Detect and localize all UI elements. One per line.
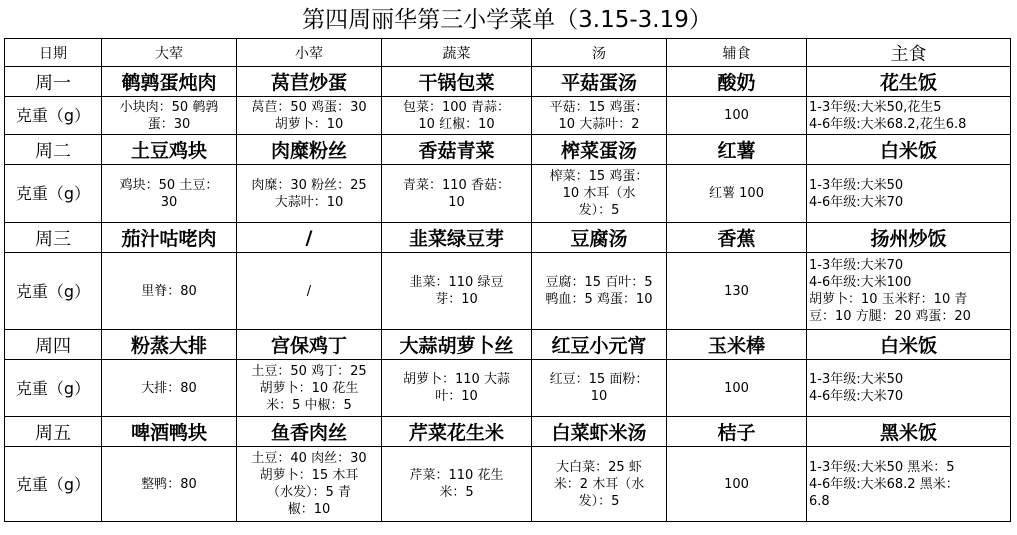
ingredient-line: /: [306, 283, 312, 299]
dish-vegetable: 韭菜绿豆芽: [382, 223, 532, 253]
dish-side-meat: /: [237, 223, 382, 253]
ingredient-line: 10: [448, 194, 465, 210]
ingredient-line: 1-3年级:大米50 黑米：5: [809, 459, 955, 475]
ingredient-line: 米：2 木耳（水: [553, 476, 645, 492]
ingredient-line: 胡萝卜：10 玉米籽：10 青: [809, 292, 968, 307]
ingredient-line: 发）：5: [578, 493, 620, 509]
day-label: 周四: [5, 330, 102, 360]
detail-vegetable: [382, 97, 532, 135]
dish-side-meat: 莴苣炒蛋: [237, 67, 382, 97]
detail-vegetable: [382, 253, 532, 330]
dish-snack: 红薯: [667, 135, 807, 165]
detail-row: [5, 253, 1011, 330]
dish-soup: 豆腐汤: [532, 223, 667, 253]
ingredient-line: 4-6年级:大米68.2 黑米：: [809, 476, 959, 492]
ingredient-line: 胡萝卜：10 花生: [259, 380, 359, 396]
ingredient-line: 土豆：50 鸡丁：25: [251, 363, 367, 379]
ingredient-line: 1-3年级:大米50: [809, 372, 904, 387]
detail-soup: [532, 253, 667, 330]
dish-main-meat: 粉蒸大排: [102, 330, 237, 360]
ingredient-line: 100: [724, 476, 749, 492]
day-label: 周三: [5, 223, 102, 253]
ingredient-line: 4-6年级:大米100: [809, 275, 912, 290]
weight-label: 克重（g）: [5, 97, 102, 135]
ingredient-line: 芽：10: [435, 292, 478, 307]
ingredient-line: 米：5 中椒：5: [266, 397, 352, 413]
weight-label: 克重（g）: [5, 165, 102, 223]
detail-row: [5, 97, 1011, 135]
ingredient-line: 韭菜：110 绿豆: [409, 275, 504, 290]
ingredient-line: 4-6年级:大米70: [809, 194, 904, 210]
ingredient-line: 大排：80: [141, 380, 197, 396]
day-label: 周一: [5, 67, 102, 97]
day-label: 周五: [5, 417, 102, 447]
ingredient-line: 里脊：80: [141, 283, 197, 299]
detail-snack: [667, 360, 807, 417]
ingredient-line: 米：5: [439, 485, 474, 500]
ingredient-line: 红豆：15 面粉：: [549, 372, 649, 387]
page-title: 第四周丽华第三小学菜单（3.15-3.19）: [302, 7, 712, 33]
dish-snack: 香蕉: [667, 223, 807, 253]
detail-soup: [532, 165, 667, 223]
dish-snack: 桔子: [667, 417, 807, 447]
header-staple: 主食: [807, 39, 1011, 67]
dish-soup: 红豆小元宵: [532, 330, 667, 360]
dish-side-meat: 鱼香肉丝: [237, 417, 382, 447]
dish-soup: 榨菜蛋汤: [532, 135, 667, 165]
ingredient-line: 100: [724, 108, 749, 123]
ingredient-line: 大蒜叶：10: [274, 194, 344, 210]
dish-main-meat: 啤酒鸭块: [102, 417, 237, 447]
dish-side-meat: 宫保鸡丁: [237, 330, 382, 360]
detail-snack: [667, 253, 807, 330]
detail-side-meat: [237, 360, 382, 417]
ingredient-line: 红薯 100: [709, 186, 764, 201]
ingredient-line: 10: [590, 389, 608, 404]
header-snack: 辅食: [667, 39, 807, 67]
detail-staple: [807, 253, 1011, 330]
dish-vegetable: 芹菜花生米: [382, 417, 532, 447]
detail-snack: [667, 447, 807, 522]
day-row: [5, 223, 1011, 253]
dish-vegetable: 干锅包菜: [382, 67, 532, 97]
dish-staple: 白米饭: [807, 135, 1011, 165]
header-main-meat: 大荤: [102, 39, 237, 67]
ingredient-line: 10 大蒜叶：2: [558, 116, 640, 132]
dish-main-meat: 土豆鸡块: [102, 135, 237, 165]
day-row: [5, 417, 1011, 447]
detail-soup: [532, 447, 667, 522]
dish-snack: 酸奶: [667, 67, 807, 97]
ingredient-line: 青菜：110 香菇：: [403, 177, 510, 193]
ingredient-line: 土豆：40 肉丝：30: [251, 451, 367, 466]
ingredient-line: 1-3年级:大米70: [809, 258, 904, 273]
ingredient-line: 胡萝卜：10: [274, 116, 344, 132]
ingredient-line: 胡萝卜：15 木耳: [259, 468, 359, 483]
ingredient-line: 鸡块：50 土豆：: [119, 177, 219, 193]
ingredient-line: （水发）：5 青: [267, 485, 351, 500]
detail-main-meat: [102, 165, 237, 223]
dish-soup: 白菜虾米汤: [532, 417, 667, 447]
day-row: [5, 135, 1011, 165]
dish-soup: 平菇蛋汤: [532, 67, 667, 97]
header-soup: 汤: [532, 39, 667, 67]
detail-side-meat: [237, 253, 382, 330]
detail-main-meat: [102, 97, 237, 135]
day-row: [5, 330, 1011, 360]
dish-staple: 扬州炒饭: [807, 223, 1011, 253]
ingredient-line: 包菜：100 青蒜：: [403, 99, 510, 115]
ingredient-line: 芹菜：110 花生: [409, 468, 504, 483]
detail-staple: [807, 165, 1011, 223]
dish-snack: 玉米棒: [667, 330, 807, 360]
dish-vegetable: 香菇青菜: [382, 135, 532, 165]
detail-row: [5, 360, 1011, 417]
detail-staple: [807, 360, 1011, 417]
ingredient-line: 榨菜：15 鸡蛋：: [549, 169, 649, 184]
header-row: [5, 39, 1011, 67]
ingredient-line: 豆：10 方腿：20 鸡蛋：20: [809, 309, 971, 324]
header-side-meat: 小荤: [237, 39, 382, 67]
ingredient-line: 鸭血：5 鸡蛋：10: [545, 292, 653, 307]
detail-soup: [532, 360, 667, 417]
detail-staple: [807, 97, 1011, 135]
ingredient-line: 豆腐：15 百叶：5: [545, 275, 653, 290]
detail-main-meat: [102, 360, 237, 417]
ingredient-line: 30: [160, 194, 178, 210]
detail-main-meat: [102, 447, 237, 522]
ingredient-line: 小块肉：50 鹌鹑: [119, 99, 219, 115]
detail-soup: [532, 97, 667, 135]
ingredient-line: 100: [724, 380, 749, 396]
header-vegetable: 蔬菜: [382, 39, 532, 67]
ingredient-line: 1-3年级:大米50: [809, 177, 904, 193]
detail-snack: [667, 165, 807, 223]
detail-vegetable: [382, 165, 532, 223]
ingredient-line: 10 红椒：10: [418, 116, 495, 132]
detail-main-meat: [102, 253, 237, 330]
ingredient-line: 蛋：30: [147, 116, 191, 132]
day-label: 周二: [5, 135, 102, 165]
detail-side-meat: [237, 447, 382, 522]
detail-side-meat: [237, 165, 382, 223]
dish-main-meat: 茄汁咕咾肉: [102, 223, 237, 253]
menu-table-body: [5, 39, 1011, 522]
dish-staple: 白米饭: [807, 330, 1011, 360]
dish-main-meat: 鹌鹑蛋炖肉: [102, 67, 237, 97]
ingredient-line: 整鸭：80: [141, 476, 197, 492]
menu-table: [4, 38, 1011, 522]
header-date: 日期: [5, 39, 102, 67]
ingredient-line: 莴苣：50 鸡蛋：30: [251, 99, 367, 115]
ingredient-line: 叶：10: [435, 389, 478, 404]
detail-vegetable: [382, 360, 532, 417]
detail-side-meat: [237, 97, 382, 135]
detail-row: [5, 165, 1011, 223]
ingredient-line: 4-6年级:大米70: [809, 389, 904, 404]
ingredient-line: 平菇：15 鸡蛋：: [549, 99, 649, 115]
ingredient-line: 肉糜：30 粉丝：25: [251, 177, 367, 193]
day-row: [5, 67, 1011, 97]
dish-staple: 黑米饭: [807, 417, 1011, 447]
ingredient-line: 发）：5: [578, 203, 620, 218]
weight-label: 克重（g）: [5, 253, 102, 330]
detail-vegetable: [382, 447, 532, 522]
dish-staple: 花生饭: [807, 67, 1011, 97]
ingredient-line: 10 木耳（水: [562, 186, 636, 201]
ingredient-line: 130: [724, 283, 749, 299]
ingredient-line: 1-3年级:大米50,花生5: [809, 99, 942, 115]
weight-label: 克重（g）: [5, 447, 102, 522]
ingredient-line: 6.8: [809, 493, 830, 509]
dish-side-meat: 肉糜粉丝: [237, 135, 382, 165]
dish-vegetable: 大蒜胡萝卜丝: [382, 330, 532, 360]
ingredient-line: 大白菜：25 虾: [556, 459, 642, 475]
ingredient-line: 椒：10: [287, 502, 331, 517]
detail-snack: [667, 97, 807, 135]
detail-staple: [807, 447, 1011, 522]
ingredient-line: 胡萝卜：110 大蒜: [403, 372, 510, 387]
weight-label: 克重（g）: [5, 360, 102, 417]
ingredient-line: 4-6年级:大米68.2,花生6.8: [809, 116, 967, 132]
detail-row: [5, 447, 1011, 522]
